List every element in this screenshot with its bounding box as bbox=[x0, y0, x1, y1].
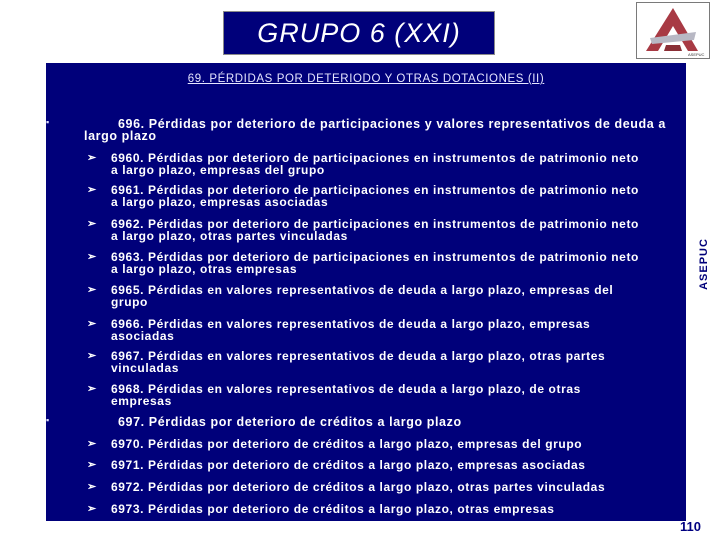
logo-text: ASEPUC bbox=[688, 52, 705, 57]
square-bullet-icon: ▪ bbox=[46, 117, 50, 127]
item-line: 6966. Pérdidas en valores representativos de deuda a largo plazo, empresas bbox=[111, 317, 591, 331]
item-line: a largo plazo, otras empresas bbox=[111, 262, 298, 276]
arrow-bullet-icon: ➢ bbox=[87, 218, 97, 230]
arrow-bullet-icon: ➢ bbox=[87, 438, 97, 450]
slide-title bbox=[223, 11, 495, 55]
arrow-bullet-icon: ➢ bbox=[87, 184, 97, 196]
list-item bbox=[87, 151, 691, 177]
list-item bbox=[87, 349, 691, 375]
arrow-bullet-icon: ➢ bbox=[87, 350, 97, 362]
arrow-bullet-icon: ➢ bbox=[87, 284, 97, 296]
list-item bbox=[87, 458, 691, 472]
item-line: 6962. Pérdidas por deterioro de participaciones en instrumentos de patrimonio neto bbox=[111, 217, 639, 231]
side-label bbox=[694, 226, 714, 302]
list-item bbox=[87, 250, 691, 276]
item-line: grupo bbox=[111, 295, 148, 309]
item-line: empresas bbox=[111, 394, 172, 408]
list-item bbox=[87, 382, 691, 408]
section-697-heading bbox=[46, 415, 462, 429]
list-item bbox=[87, 317, 691, 343]
content-panel bbox=[46, 63, 686, 521]
item-line: a largo plazo, empresas del grupo bbox=[111, 163, 325, 177]
page-number: 110 bbox=[680, 519, 701, 534]
item-line: 6972. Pérdidas por deterioro de créditos a largo plazo, otras partes vinculadas bbox=[111, 480, 606, 494]
heading-line: 696. Pérdidas por deterioro de participaciones y valores representativos de deuda a bbox=[118, 117, 666, 131]
item-line: vinculadas bbox=[111, 361, 180, 375]
heading-line: 697. Pérdidas por deterioro de créditos a largo plazo bbox=[118, 415, 462, 429]
arrow-bullet-icon: ➢ bbox=[87, 481, 97, 493]
arrow-bullet-icon: ➢ bbox=[87, 503, 97, 515]
list-item bbox=[87, 217, 691, 243]
item-line: 6960. Pérdidas por deterioro de participaciones en instrumentos de patrimonio neto bbox=[111, 151, 639, 165]
list-item bbox=[87, 283, 691, 309]
arrow-bullet-icon: ➢ bbox=[87, 251, 97, 263]
section-696-heading bbox=[46, 117, 666, 143]
arrow-bullet-icon: ➢ bbox=[87, 318, 97, 330]
arrow-bullet-icon: ➢ bbox=[87, 383, 97, 395]
arrow-bullet-icon: ➢ bbox=[87, 459, 97, 471]
item-line: asociadas bbox=[111, 329, 175, 343]
square-bullet-icon: ▪ bbox=[46, 415, 50, 425]
item-line: 6963. Pérdidas por deterioro de participaciones en instrumentos de patrimonio neto bbox=[111, 250, 639, 264]
item-line: 6973. Pérdidas por deterioro de créditos a largo plazo, otras empresas bbox=[111, 502, 555, 516]
item-line: 6971. Pérdidas por deterioro de créditos a largo plazo, empresas asociadas bbox=[111, 458, 586, 472]
item-line: 6967. Pérdidas en valores representativos de deuda a largo plazo, otras partes bbox=[111, 349, 606, 363]
list-item bbox=[87, 502, 691, 516]
arrow-bullet-icon: ➢ bbox=[87, 152, 97, 164]
item-line: 6965. Pérdidas en valores representativos de deuda a largo plazo, empresas del bbox=[111, 283, 614, 297]
item-line: a largo plazo, otras partes vinculadas bbox=[111, 229, 348, 243]
list-item bbox=[87, 183, 691, 209]
slide-title-text: GRUPO 6 (XXI) bbox=[257, 17, 461, 48]
heading-line: largo plazo bbox=[84, 129, 157, 143]
side-label-text: ASEPUC bbox=[698, 238, 710, 290]
asepuc-logo bbox=[636, 2, 710, 59]
list-item bbox=[87, 437, 691, 451]
item-line: a largo plazo, empresas asociadas bbox=[111, 195, 329, 209]
list-item bbox=[87, 480, 691, 494]
section-subtitle: 69. PÉRDIDAS POR DETERIODO Y OTRAS DOTACIONES (II) bbox=[187, 73, 545, 85]
item-line: 6961. Pérdidas por deterioro de participaciones en instrumentos de patrimonio neto bbox=[111, 183, 639, 197]
item-line: 6968. Pérdidas en valores representativos de deuda a largo plazo, de otras bbox=[111, 382, 581, 396]
item-line: 6970. Pérdidas por deterioro de créditos a largo plazo, empresas del grupo bbox=[111, 437, 583, 451]
